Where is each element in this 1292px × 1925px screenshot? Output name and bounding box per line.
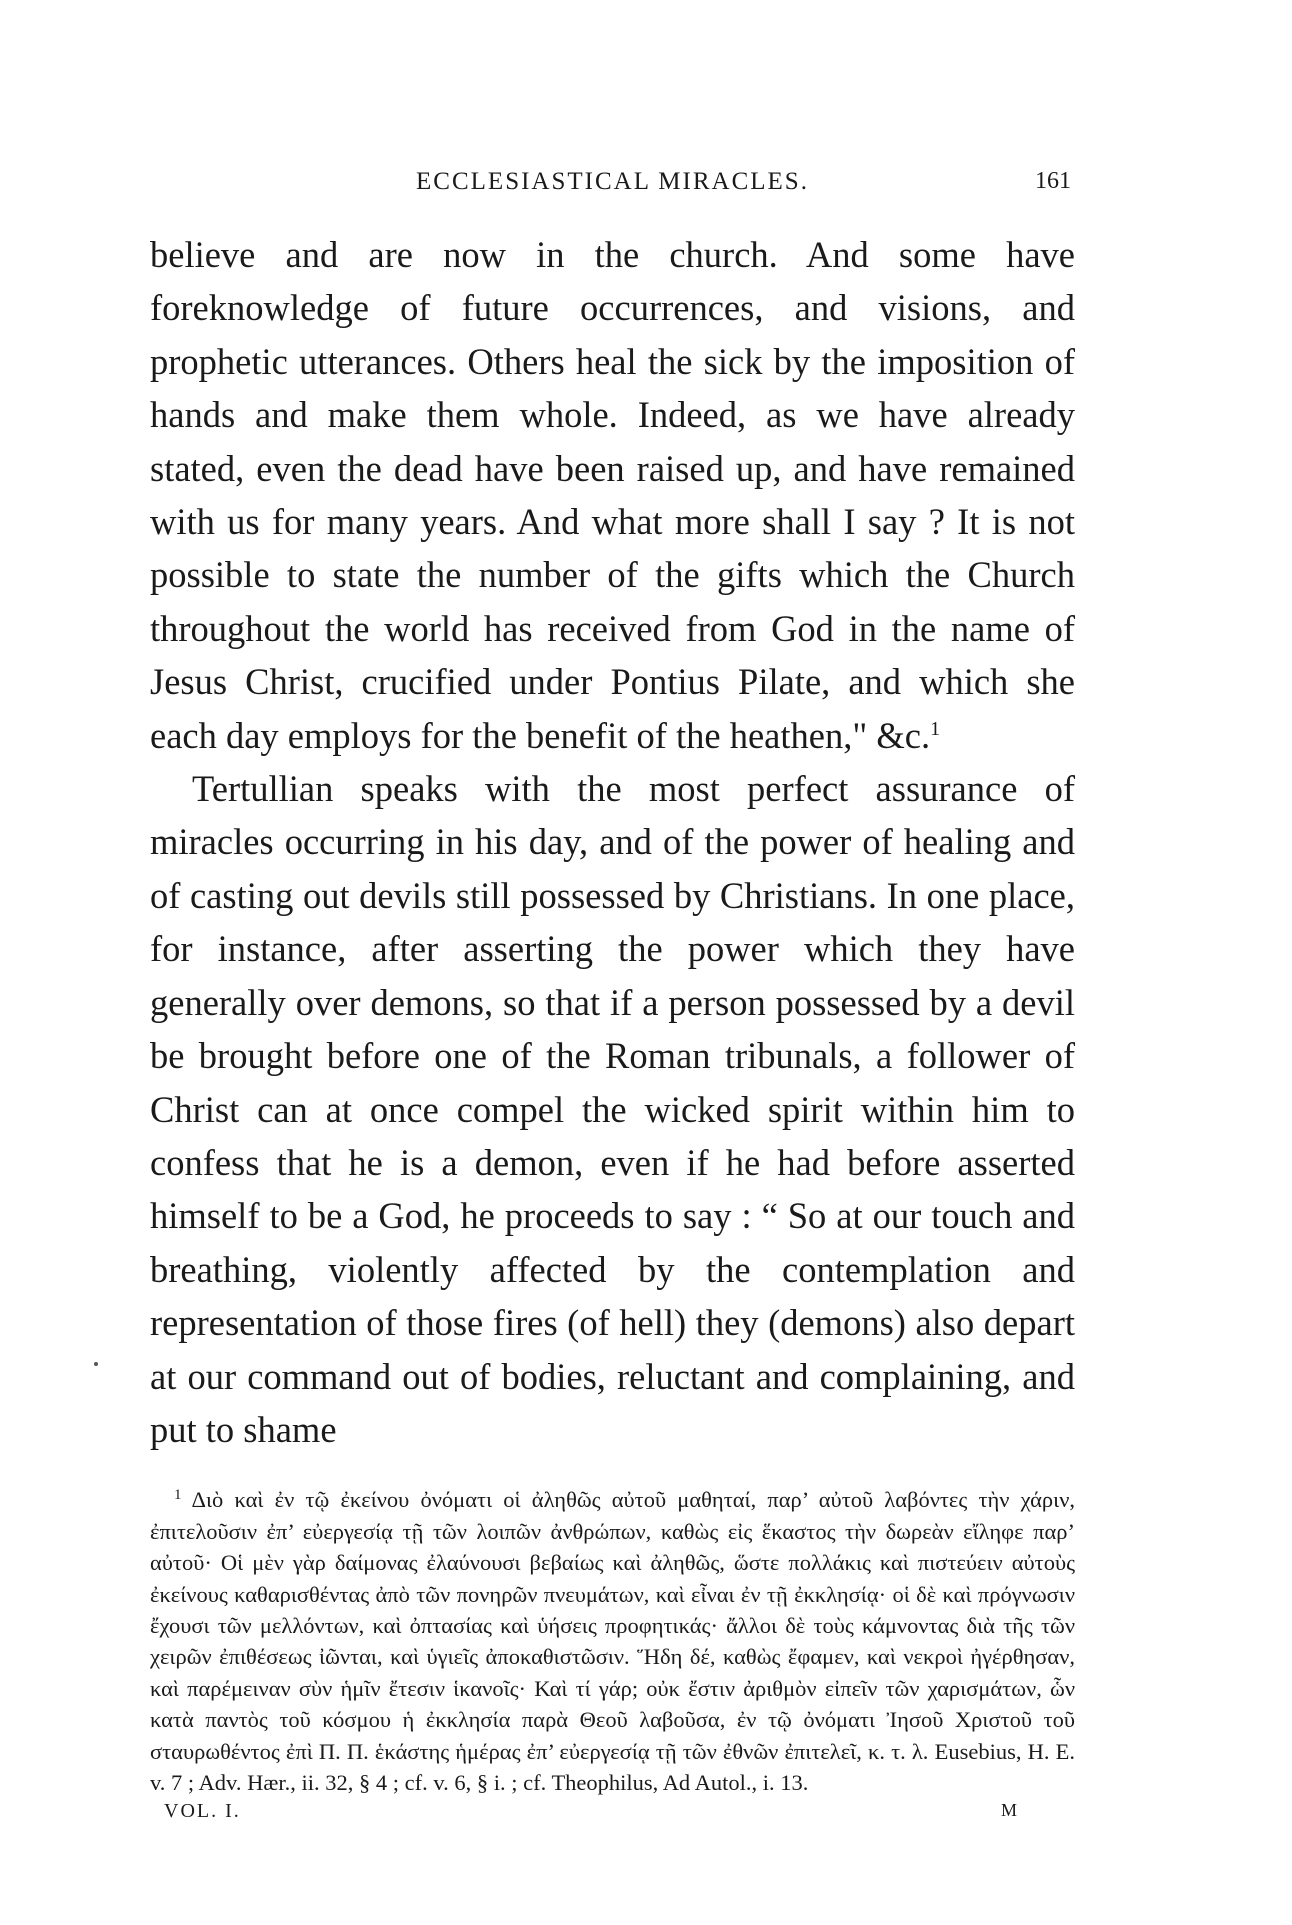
book-page <box>150 168 1075 1830</box>
page-footer <box>150 1800 1075 1830</box>
running-head <box>150 168 1075 218</box>
paragraph-1-text: believe and are now in the church. And some have foreknowledge of future occurrences, and visions, and prophetic utterances. Others heal the sick by the imposition of hands and make them whole. Indeed, as we have already stated, even the dead have been raised up, and have remained with us for many years. And what more shall I say ? It is not possible to state the number of the gifts which the Church throughout the world has received from God in the name of Jesus Christ, crucified under Pontius Pilate, and which she each day employs for the benefit of the heathen," &c. <box>150 234 1075 756</box>
paragraph-continuation <box>150 228 1075 762</box>
body-text <box>150 228 1075 1456</box>
footnote-greek-text: Διὸ καὶ ἐν τῷ ἐκείνου ὀνόματι οἱ ἀληθῶς αὐτοῦ μαθηταί, παρ’ αὐτοῦ λαβόντες τὴν χάριν, ἐπιτελοῦσιν ἐπ’ εὐεργεσίᾳ τῇ τῶν λοιπῶν ἀνθρώπων, καθὼς εἰς ἕκαστος τὴν δωρεὰν εἴληφε παρ’ αὐτοῦ· Οἱ μὲν γὰρ δαίμονας ἐλαύνουσι βεβαίως καὶ ἀληθῶς, ὥστε πολλάκις καὶ πιστεύειν αὐτοὺς ἐκείνους καθαρισθέντας ἀπὸ τῶν πονηρῶν πνευμάτων, καὶ εἶναι ἐν τῇ ἐκκλησίᾳ· οἱ δὲ καὶ πρόγνωσιν ἔχουσι τῶν μελλόντων, καὶ ὀπτασίας καὶ ὑήσεις προφητικάς· ἄλλοι δὲ τοὺς κάμνοντας διὰ τῆς τῶν χειρῶν ἐπιθέσεως ἰῶνται, καὶ ὑγιεῖς ἀποκαθιστῶσιν. Ἥδη δέ, καθὼς ἔφαμεν, καὶ νεκροὶ ἠγέρθησαν, καὶ παρέμειναν σὺν ἡμῖν ἔτεσιν ἱκανοῖς· Καὶ τί γάρ; οὐκ ἔστιν ἀριθμὸν εἰπεῖν τῶν χαρισμάτων, ὧν κατὰ παντὸς τοῦ κόσμου ἡ ἐκκλησία παρὰ Θεοῦ λαβοῦσα, ἐν τῷ ὀνόματι Ἰησοῦ Χριστοῦ τοῦ σταυρωθέντος ἐπὶ Π. Π. ἑκάστης ἡμέρας ἐπ’ εὐεργεσίᾳ τῇ τῶν ἐθνῶν ἐπιτελεῖ, κ. τ. λ. <box>150 1487 1075 1764</box>
paragraph-tertullian: Tertullian speaks with the most perfect assurance of miracles occurring in his day, and of the power of healing and of casting out devils still possessed by Christians. In one place, for instance, after asserting the power which they have generally over demons, so that if a person possessed by a devil be brought before one of the Roman tribunals, a follower of Christ can at once compel the wicked spirit within him to confess that he is a demon, even if he had before asserted himself to be a God, he proceeds to say : “ So at our touch and breathing, violently affected by the contemplation and representation of those fires (of hell) they (demons) also depart at our command out of bodies, reluctant and complaining, and put to shame <box>150 768 1075 1450</box>
footnote-reference: 1 <box>930 717 941 740</box>
footnote-citation: Eusebius, H. E. v. 7 ; Adv. Hær., ii. 32, § 4 ; cf. v. 6, § i. ; cf. Theophilus, Ad Autol., i. 13. <box>150 1738 1075 1795</box>
page-number: 161 <box>1035 168 1071 194</box>
signature-mark: M <box>1000 1800 1017 1821</box>
margin-mark <box>94 1362 98 1366</box>
footnote <box>150 1484 1075 1798</box>
volume-label: VOL. I. <box>164 1800 241 1823</box>
running-title: ECCLESIASTICAL MIRACLES. <box>416 168 809 195</box>
footnote-marker: 1 <box>174 1486 182 1503</box>
